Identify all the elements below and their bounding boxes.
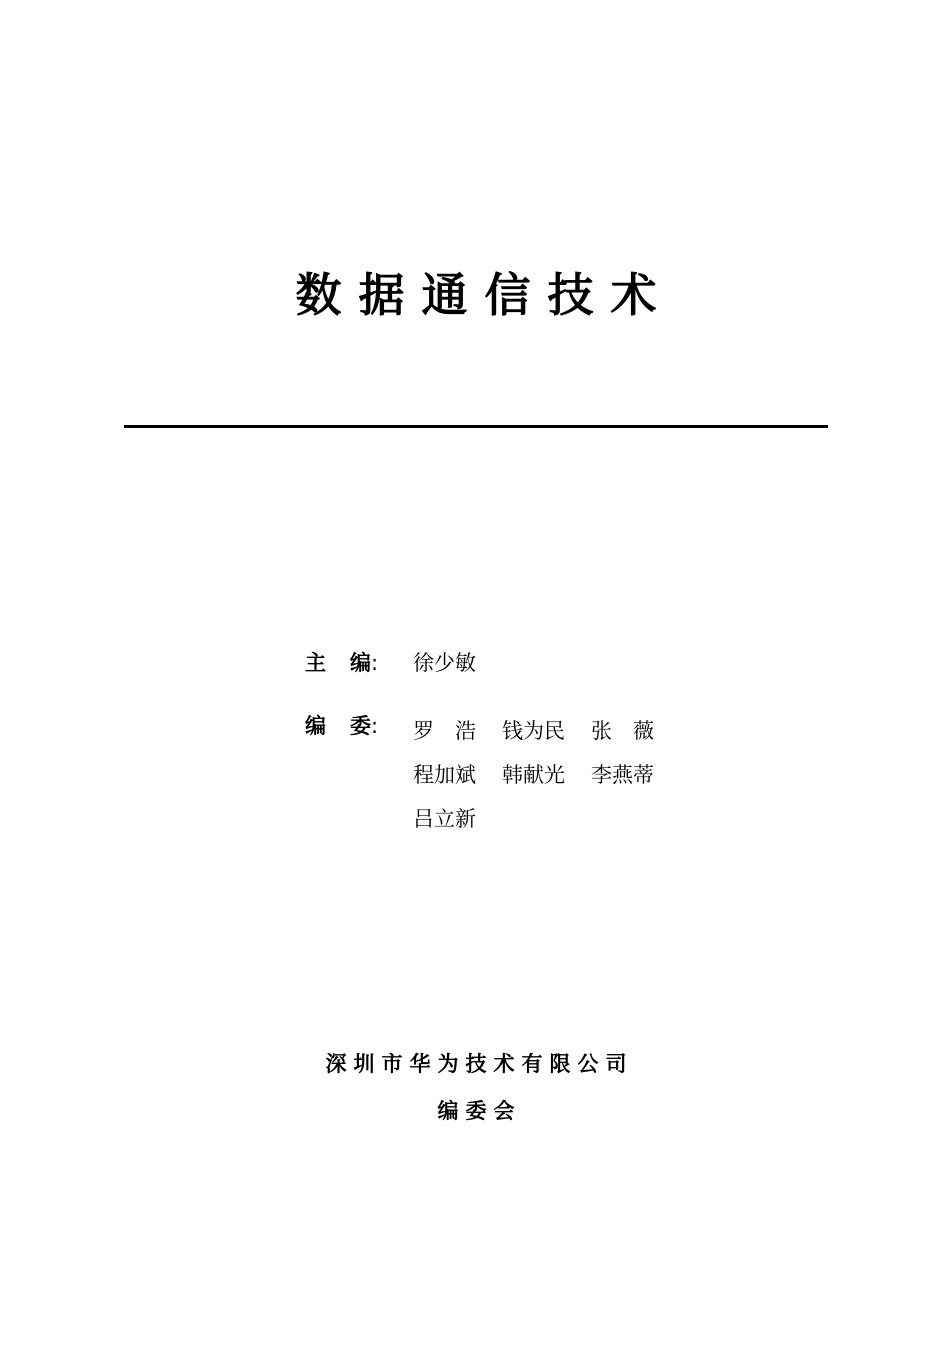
editorial-board-label-char2: 委: [350, 714, 371, 738]
organization-name: 深圳市华为技术有限公司: [325, 1052, 634, 1076]
board-row: [413, 753, 683, 797]
board-member-name: 韩献光: [502, 763, 565, 787]
editorial-board-label: [305, 711, 395, 741]
editorial-board-label-colon: :: [371, 714, 379, 738]
chief-editor-name: 徐少敏: [413, 651, 476, 675]
organization-committee: 编委会: [437, 1099, 522, 1123]
editorial-board-label-char1: 编: [305, 714, 326, 738]
chief-editor-label: [305, 648, 395, 678]
board-member-name: 张 薇: [591, 719, 654, 743]
board-row: [413, 797, 683, 841]
board-member-name: 程加斌: [413, 763, 476, 787]
book-title: 数据通信技术: [295, 268, 674, 322]
board-member-name: 吕立新: [413, 807, 476, 831]
title-divider: [124, 425, 828, 428]
editorial-board-names: [413, 709, 683, 841]
board-member-name: 钱为民: [502, 719, 565, 743]
board-row: [413, 709, 683, 753]
board-member-name: 罗 浩: [413, 719, 476, 743]
board-member-name: 李燕蒂: [591, 763, 654, 787]
chief-editor-label-colon: :: [371, 651, 379, 675]
chief-editor-label-char1: 主: [305, 651, 326, 675]
chief-editor-label-char2: 编: [350, 651, 371, 675]
